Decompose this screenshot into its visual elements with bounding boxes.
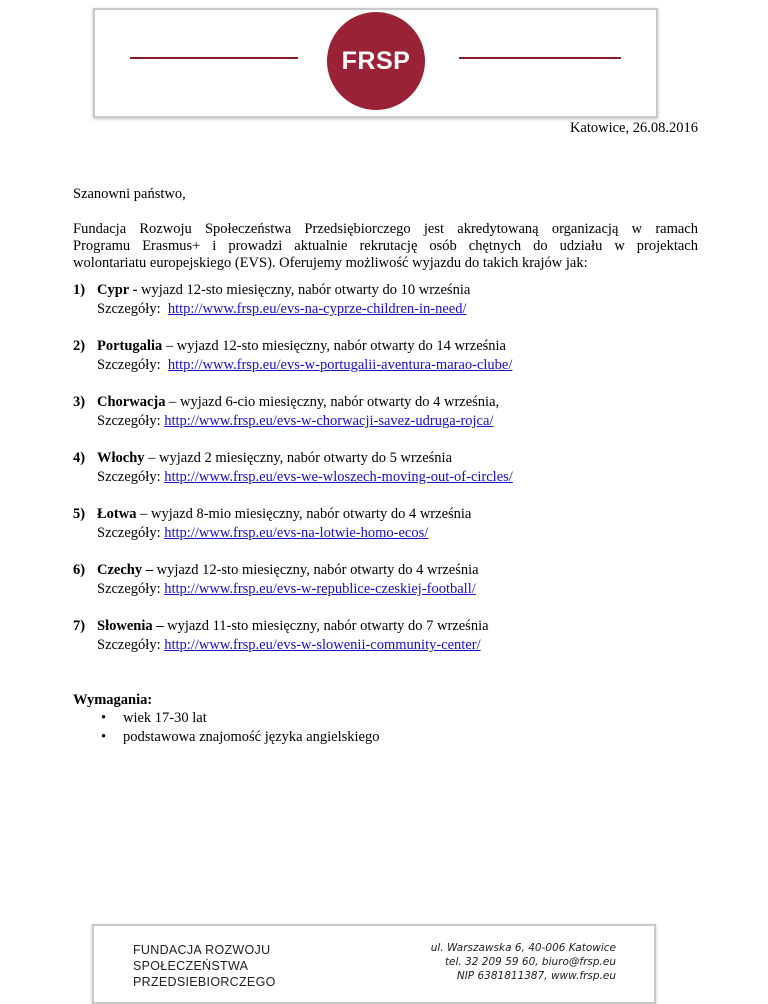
offer-description: wyjazd 12-sto miesięczny, nabór otwarty do 4 września bbox=[152, 562, 479, 578]
letterhead-rule-left bbox=[130, 57, 298, 59]
bullet-icon: • bbox=[101, 729, 107, 745]
footer-org-line: SPOŁECZEŃSTWA bbox=[133, 959, 249, 973]
footer-org-line: PRZEDSIEBIORCZEGO bbox=[133, 975, 276, 989]
footer-address bbox=[431, 941, 616, 983]
salutation: Szanowni państwo, bbox=[73, 186, 186, 202]
offer-description: – wyjazd 2 miesięczny, nabór otwarty do 5 września bbox=[144, 450, 453, 466]
offer-item bbox=[73, 562, 713, 618]
footer-org-name bbox=[133, 942, 276, 990]
footer-address-line: NIP 6381811387, www.frsp.eu bbox=[456, 970, 616, 982]
details-label: Szczegóły: bbox=[97, 581, 161, 597]
offer-link[interactable]: http://www.frsp.eu/evs-w-portugalii-aventura-marao-clube/ bbox=[167, 357, 513, 373]
letterhead-rule-right bbox=[459, 57, 621, 59]
offer-number: 1) bbox=[73, 282, 86, 298]
footer-address-line: tel. 32 209 59 60, biuro@frsp.eu bbox=[444, 956, 616, 968]
details-label: Szczegóły: bbox=[97, 301, 161, 317]
offer-number: 6) bbox=[73, 562, 86, 578]
offer-link[interactable]: http://www.frsp.eu/evs-w-slowenii-community-center/ bbox=[164, 637, 481, 653]
offer-number: 2) bbox=[73, 338, 86, 354]
requirement-item bbox=[73, 729, 380, 748]
offer-list bbox=[73, 282, 713, 674]
offer-item bbox=[73, 394, 713, 450]
intro-paragraph bbox=[73, 221, 698, 272]
offer-link[interactable]: http://www.frsp.eu/evs-na-lotwie-homo-ecos/ bbox=[164, 525, 429, 541]
details-label: Szczegóły: bbox=[97, 413, 161, 429]
offer-item bbox=[73, 506, 713, 562]
bullet-icon: • bbox=[101, 710, 107, 726]
offer-link[interactable]: http://www.frsp.eu/evs-w-chorwacji-savez-udruga-rojca/ bbox=[164, 413, 494, 429]
requirement-text: wiek 17-30 lat bbox=[123, 710, 207, 726]
offer-description: wyjazd 11-sto miesięczny, nabór otwarty do 7 września bbox=[163, 618, 489, 634]
offer-country: Chorwacja bbox=[97, 394, 166, 410]
offer-item bbox=[73, 618, 713, 674]
offer-country: Czechy – bbox=[97, 562, 153, 578]
logo-text: FRSP bbox=[341, 46, 411, 75]
offer-country: Słowenia – bbox=[97, 618, 164, 634]
offer-link[interactable]: http://www.frsp.eu/evs-we-wloszech-moving-out-of-circles/ bbox=[164, 469, 513, 485]
offer-description: – wyjazd 8-mio miesięczny, nabór otwarty do 4 września bbox=[136, 506, 472, 522]
requirements-list bbox=[73, 710, 380, 748]
intro-line: Programu Erasmus+ i prowadzi aktualnie rekrutację osób chętnych do udziału w projektach bbox=[73, 238, 698, 254]
offer-number: 4) bbox=[73, 450, 86, 466]
requirement-text: podstawowa znajomość języka angielskiego bbox=[123, 729, 380, 745]
offer-link[interactable]: http://www.frsp.eu/evs-na-cyprze-children-in-need/ bbox=[167, 301, 467, 317]
details-label: Szczegóły: bbox=[97, 357, 161, 373]
offer-description: – wyjazd 6-cio miesięczny, nabór otwarty do 4 września, bbox=[165, 394, 500, 410]
offer-number: 7) bbox=[73, 618, 86, 634]
offer-country: Włochy bbox=[97, 450, 145, 466]
footer-address-line: ul. Warszawska 6, 40-006 Katowice bbox=[430, 942, 616, 954]
offer-number: 5) bbox=[73, 506, 86, 522]
offer-item bbox=[73, 450, 713, 506]
offer-country: Łotwa bbox=[97, 506, 137, 522]
intro-line: wolontariatu europejskiego (EVS). Oferujemy możliwość wyjazdu do takich krajów jak: bbox=[73, 255, 588, 271]
offer-link[interactable]: http://www.frsp.eu/evs-w-republice-czeskiej-football/ bbox=[164, 581, 476, 597]
requirement-item bbox=[73, 710, 380, 729]
letter-date: Katowice, 26.08.2016 bbox=[569, 120, 698, 136]
offer-number: 3) bbox=[73, 394, 86, 410]
offer-country: Cypr - bbox=[97, 282, 138, 298]
details-label: Szczegóły: bbox=[97, 637, 161, 653]
offer-description: wyjazd 12-sto miesięczny, nabór otwarty do 10 września bbox=[137, 282, 471, 298]
requirements-title: Wymagania: bbox=[73, 692, 153, 708]
footer-org-line: FUNDACJA ROZWOJU bbox=[133, 943, 271, 957]
offer-description: – wyjazd 12-sto miesięczny, nabór otwarty do 14 września bbox=[162, 338, 506, 354]
details-label: Szczegóły: bbox=[97, 469, 161, 485]
offer-item bbox=[73, 282, 713, 338]
details-label: Szczegóły: bbox=[97, 525, 161, 541]
frsp-logo bbox=[327, 12, 425, 110]
offer-item bbox=[73, 338, 713, 394]
offer-country: Portugalia bbox=[97, 338, 163, 354]
intro-line: Fundacja Rozwoju Społeczeństwa Przedsiębiorczego jest akredytowaną organizacją w ramach bbox=[73, 221, 698, 237]
